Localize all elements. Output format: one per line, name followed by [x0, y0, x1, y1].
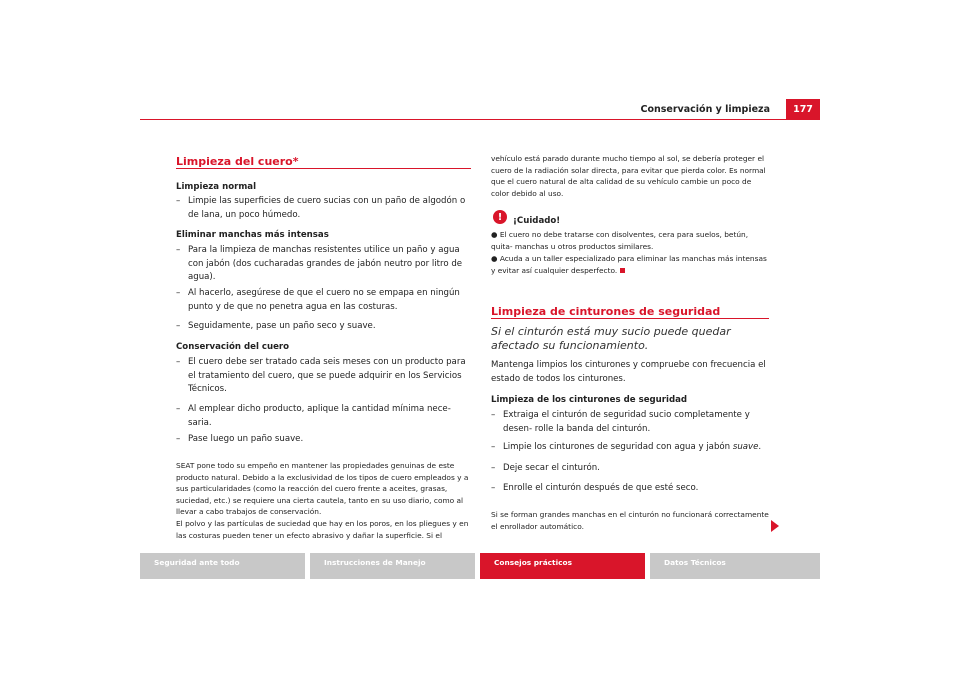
- bullet-icon: ●: [491, 254, 498, 263]
- warning-item: ● El cuero no debe tratarse con disolventes, cera para suelos, betún, quita- manchas u otros productos similares.: [491, 230, 749, 251]
- tab-instrucciones[interactable]: Instrucciones de Manejo: [310, 553, 475, 579]
- list-item: – Al emplear dicho producto, aplique la cantidad mínima nece- saria.: [176, 404, 451, 428]
- tab-consejos[interactable]: Consejos prácticos: [480, 553, 645, 579]
- intro-paragraph: Mantenga limpios los cinturones y compruebe con frecuencia el estado de todos los cinturones.: [491, 360, 766, 384]
- list-item: – Limpie los cinturones de seguridad con agua y jabón suave.: [491, 442, 762, 452]
- triangle-right-icon: [771, 520, 779, 532]
- subheading-normal-cleaning: Limpieza normal: [176, 182, 257, 192]
- page-number: 177: [786, 99, 820, 119]
- continued-paragraph: vehículo está parado durante mucho tiempo al sol, se debería proteger el cuero de la radiación solar directa, para evitar que pierda color. Es normal que el cuero natural de alta calidad de su vehículo cambie un poco de color debido al uso.: [491, 154, 766, 198]
- heading-rule: [176, 168, 471, 169]
- subheading-stains: Eliminar manchas más intensas: [176, 230, 329, 240]
- list-item: – Para la limpieza de manchas resistentes utilice un paño y agua con jabón (dos cucharadas grandes de jabón neutro por litro de agua).: [176, 245, 463, 282]
- tab-seguridad[interactable]: Seguridad ante todo: [140, 553, 305, 579]
- section-heading-leather: Limpieza del cuero*: [176, 155, 299, 168]
- list-item: – Deje secar el cinturón.: [491, 463, 600, 473]
- bullet-icon: ●: [491, 230, 498, 239]
- list-item: – Enrolle el cinturón después de que esté seco.: [491, 483, 699, 493]
- list-item: – Extraiga el cinturón de seguridad sucio completamente y desen- rolle la banda del cinturón.: [491, 410, 750, 434]
- note-paragraph: SEAT pone todo su empeño en mantener las propiedades genuinas de este producto natural. Debido a la exclusividad de los tipos de cuero empleados y a sus particularidades (como la reacción del cuero frente a aceites, grasas, suciedad, etc.) se requiere una cierta cautela, tanto en su uso diario, como al llevar a cabo trabajos de conservación.: [176, 461, 469, 517]
- page-header-title: Conservación y limpieza: [640, 104, 770, 115]
- warning-item: ● Acuda a un taller especializado para eliminar las manchas más intensas y evitar así cualquier desperfecto.: [491, 254, 767, 275]
- subheading-leather-care: Conservación del cuero: [176, 342, 290, 352]
- note-paragraph: Si se forman grandes manchas en el cinturón no funcionará correctamente el enrollador automático.: [491, 510, 769, 531]
- section-heading-seatbelts: Limpieza de cinturones de seguridad: [491, 305, 721, 318]
- subheading-belt-cleaning: Limpieza de los cinturones de seguridad: [491, 395, 688, 405]
- lead-paragraph: Si el cinturón está muy sucio puede quedar afectado su funcionamiento.: [491, 325, 731, 352]
- red-square-icon: [620, 268, 625, 273]
- list-item: – El cuero debe ser tratado cada seis meses con un producto para el tratamiento del cuero, que se puede adquirir en los Servicios Técnicos.: [176, 357, 466, 394]
- heading-rule: [491, 318, 769, 319]
- list-item: – Seguidamente, pase un paño seco y suave.: [176, 321, 376, 331]
- exclamation-circle-icon: !: [493, 210, 507, 224]
- tab-datos[interactable]: Datos Técnicos: [650, 553, 820, 579]
- note-paragraph: El polvo y las partículas de suciedad que hay en los poros, en los pliegues y en las costuras pueden tener un efecto abrasivo y dañar la superficie. Si el: [176, 519, 469, 540]
- list-item: – Al hacerlo, asegúrese de que el cuero no se empapa en ningún punto y de que no penetra agua en las costuras.: [176, 288, 460, 312]
- list-item: – Limpie las superficies de cuero sucias con un paño de algodón o de lana, un poco húmedo.: [176, 196, 466, 220]
- header-rule: [140, 119, 820, 120]
- warning-title: ¡Cuidado!: [513, 216, 561, 226]
- list-item: – Pase luego un paño suave.: [176, 434, 304, 444]
